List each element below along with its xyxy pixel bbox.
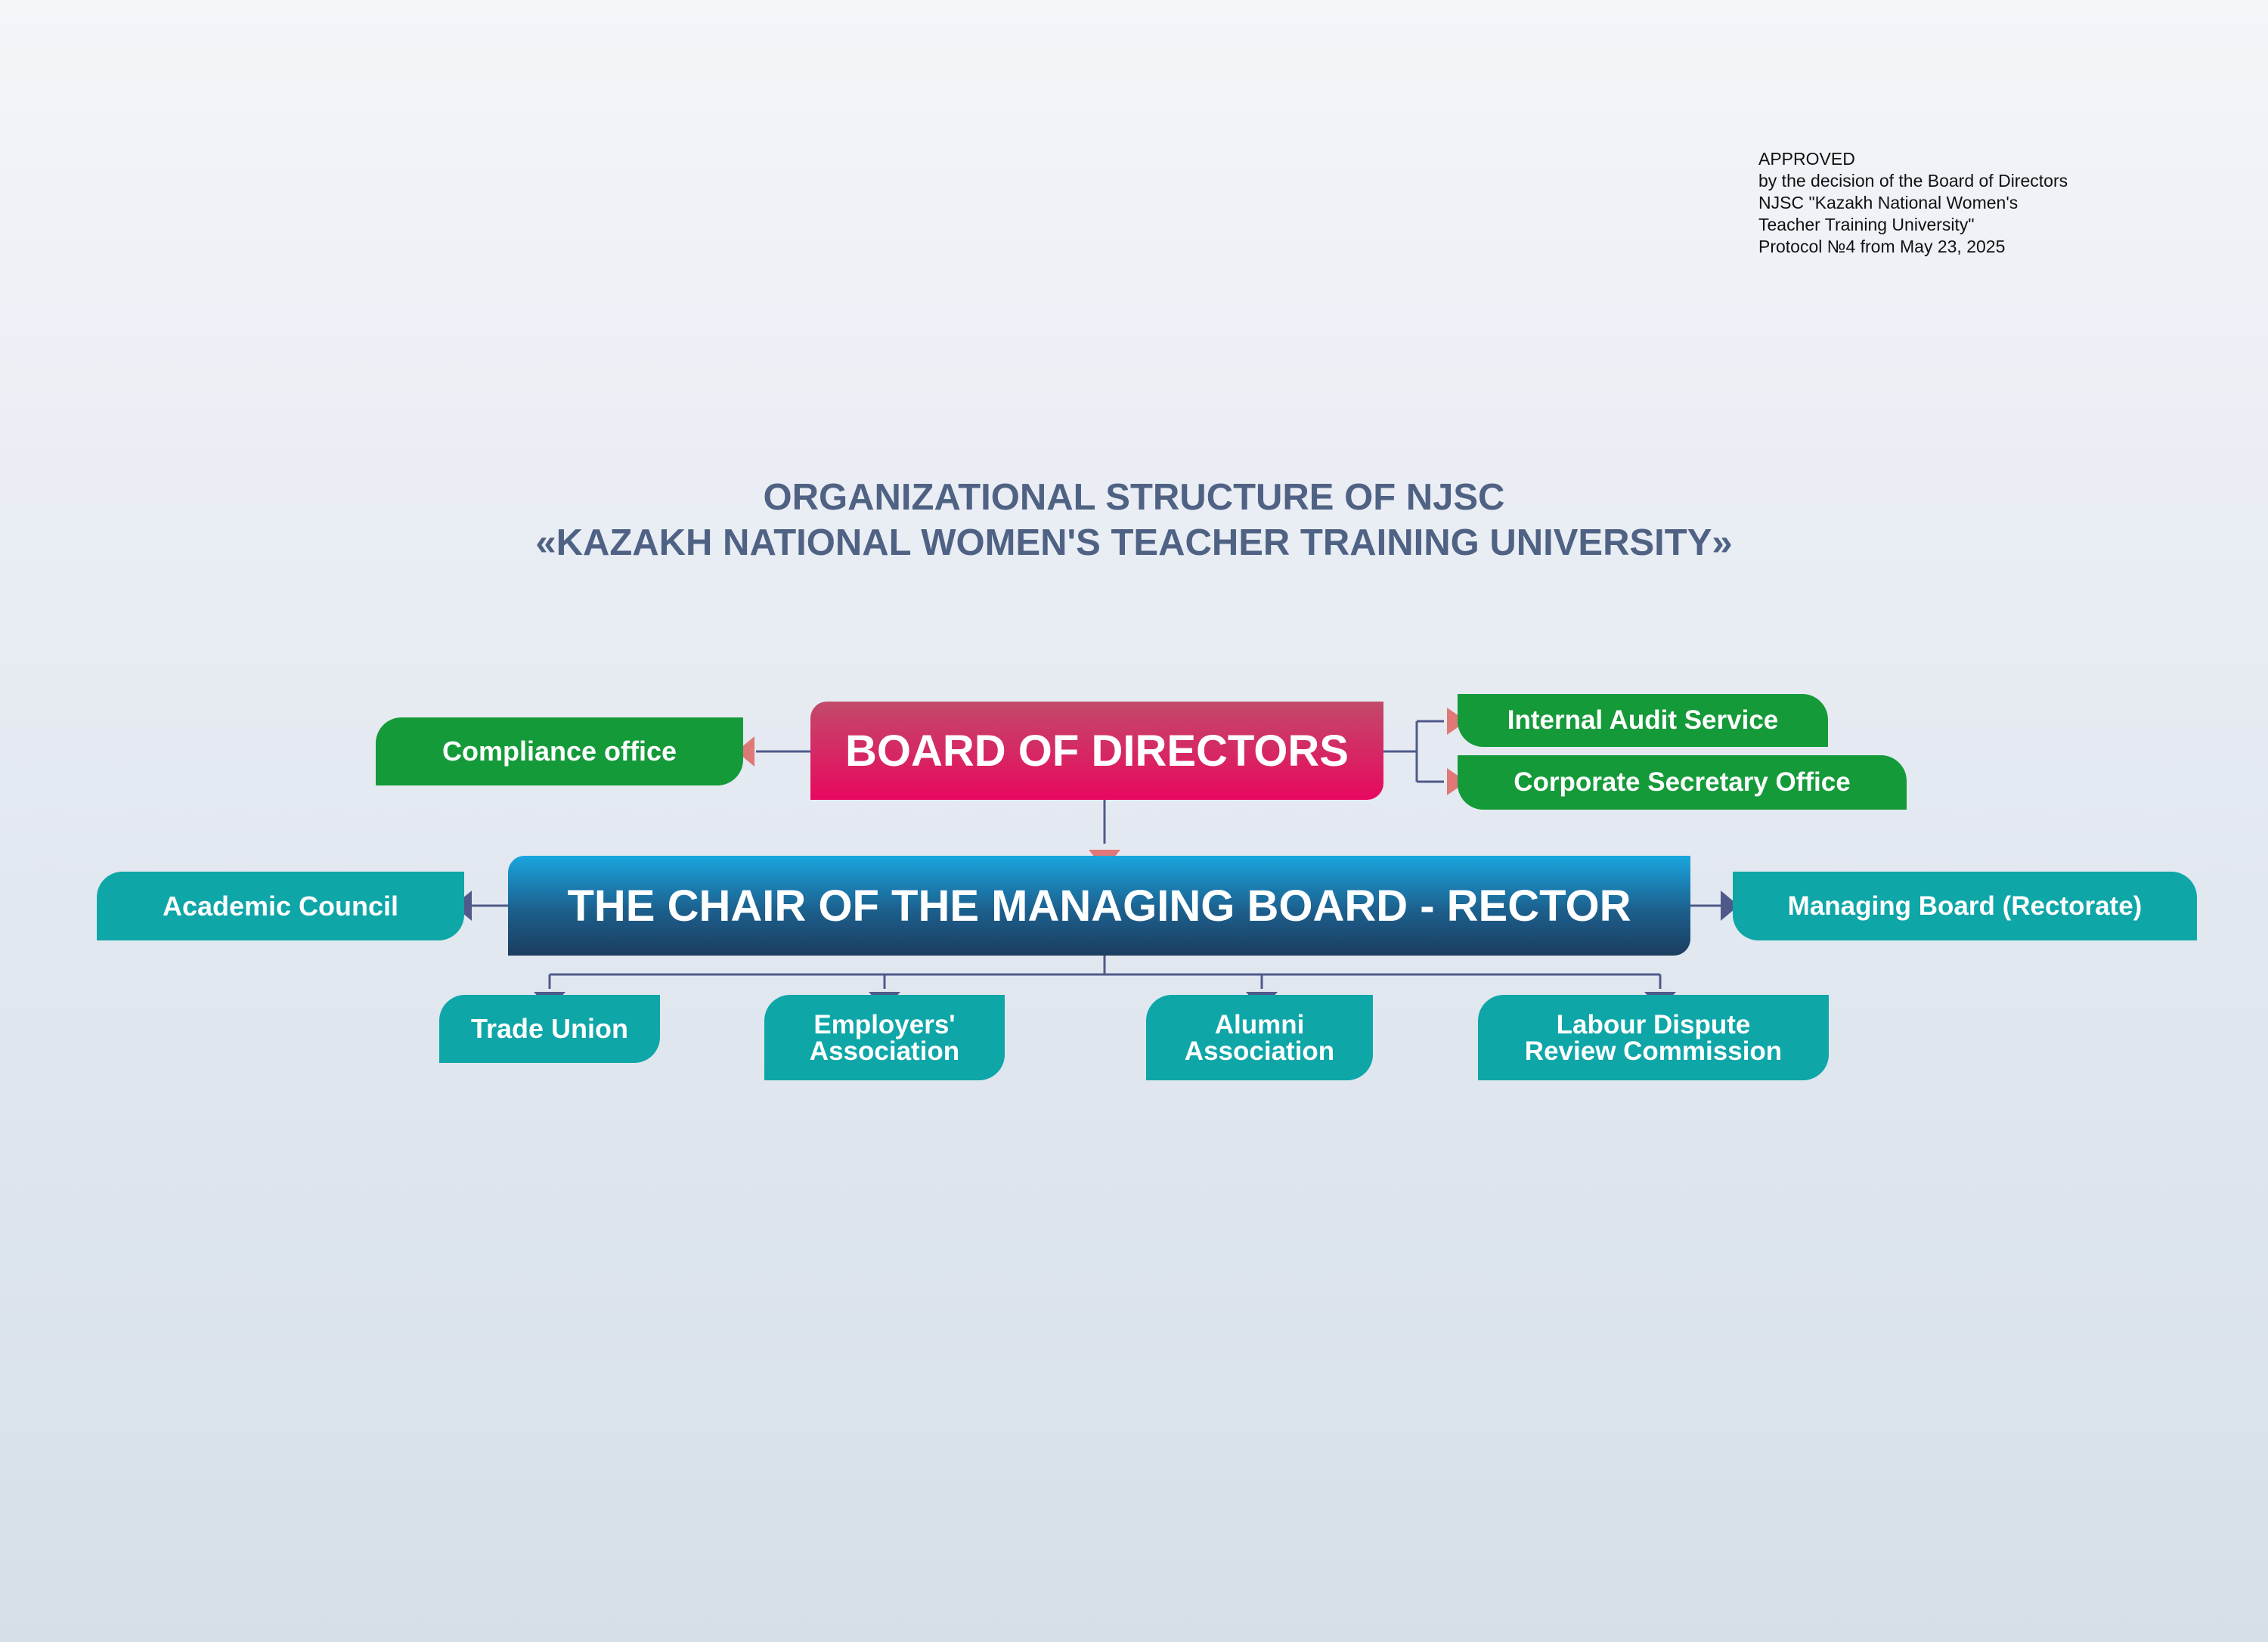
approval-line: by the decision of the Board of Directors: [1758, 171, 2068, 191]
internal-audit-service-label: Internal Audit Service: [1507, 705, 1779, 735]
board-of-directors-node: [810, 702, 1383, 800]
alumni-association-label-1: Alumni: [1214, 1009, 1305, 1039]
alumni-association-node: [1146, 995, 1373, 1080]
compliance-office-node: [376, 717, 743, 785]
rector-label: THE CHAIR OF THE MANAGING BOARD - RECTOR: [567, 881, 1631, 931]
internal-audit-service-node: [1458, 694, 1828, 747]
labour-dispute-label-2: Review Commission: [1524, 1036, 1783, 1066]
approval-line: NJSC "Kazakh National Women's: [1758, 193, 2019, 212]
employers-association-node: [764, 995, 1005, 1080]
employers-association-label-2: Association: [809, 1036, 960, 1066]
managing-board-node: [1733, 872, 2197, 940]
title-line-2: «KAZAKH NATIONAL WOMEN'S TEACHER TRAINING UNIVERSITY»: [535, 522, 1733, 563]
alumni-association-label-2: Association: [1184, 1036, 1335, 1066]
employers-association-label-1: Employers': [813, 1009, 956, 1039]
managing-board-label: Managing Board (Rectorate): [1787, 891, 2143, 921]
trade-union-node: [439, 995, 660, 1063]
rector-node: [508, 856, 1690, 956]
labour-dispute-commission-node: [1478, 995, 1829, 1080]
academic-council-node: [97, 872, 464, 940]
academic-council-label: Academic Council: [162, 890, 399, 922]
labour-dispute-label-1: Labour Dispute: [1556, 1009, 1751, 1039]
board-of-directors-label: BOARD OF DIRECTORS: [845, 726, 1349, 776]
trade-union-label: Trade Union: [470, 1013, 629, 1044]
corporate-secretary-office-label: Corporate Secretary Office: [1514, 767, 1851, 797]
approval-line: Protocol №4 from May 23, 2025: [1758, 237, 2006, 256]
title-line-1: ORGANIZATIONAL STRUCTURE OF NJSC: [763, 477, 1505, 518]
approval-line: APPROVED: [1758, 149, 1855, 169]
corporate-secretary-office-node: [1458, 755, 1907, 810]
approval-line: Teacher Training University": [1758, 215, 1975, 234]
compliance-office-label: Compliance office: [442, 736, 677, 767]
